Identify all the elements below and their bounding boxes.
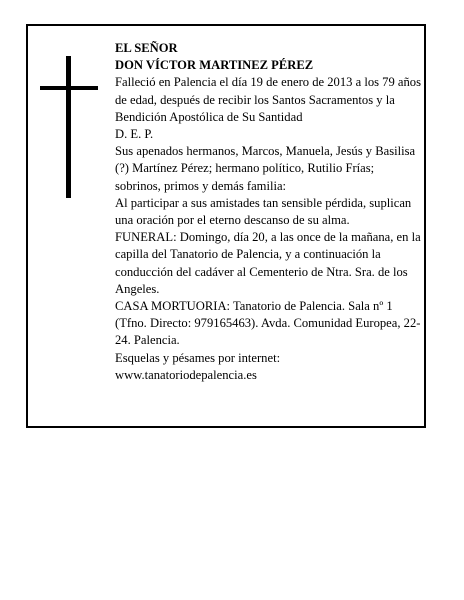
cross-vertical-bar	[66, 56, 71, 198]
dep-line: D. E. P.	[115, 127, 154, 142]
notice-title-name: DON VÍCTOR MARTINEZ PÉREZ	[115, 58, 314, 73]
website-link[interactable]: www.tanatoriodepalencia.es	[115, 367, 257, 382]
notice-title-line1: EL SEÑOR	[115, 41, 178, 55]
cross-horizontal-bar	[40, 86, 98, 90]
internet-label: Esquelas y pésames por internet:	[115, 350, 281, 365]
request-paragraph: Al participar a sus amistades tan sensible pérdida, suplican una oración por el eterno descanso de su alma.	[115, 195, 412, 228]
notice-body	[115, 40, 421, 384]
funeral-paragraph: FUNERAL: Domingo, día 20, a las once de la mañana, en la capilla del Tanatorio de Palencia, y a continuación la conducción del cadáver al Cementerio de Ntra. Sra. de los Angeles.	[115, 230, 421, 296]
obituary-notice	[26, 24, 426, 428]
mortuary-paragraph: CASA MORTUORIA: Tanatorio de Palencia. Sala nº 1 (Tfno. Directo: 979165463). Avda. Comunidad Europea, 22-24. Palencia.	[115, 299, 421, 348]
cross-icon	[40, 56, 98, 198]
death-paragraph: Falleció en Palencia el día 19 de enero de 2013 a los 79 años de edad, después de recibir los Santos Sacramentos y la Bendición Apostólica de Su Santidad	[115, 75, 422, 124]
family-paragraph: Sus apenados hermanos, Marcos, Manuela, Jesús y Basilisa (?) Martínez Pérez; hermano político, Rutilio Frías; sobrinos, primos y demás familia:	[115, 144, 416, 193]
